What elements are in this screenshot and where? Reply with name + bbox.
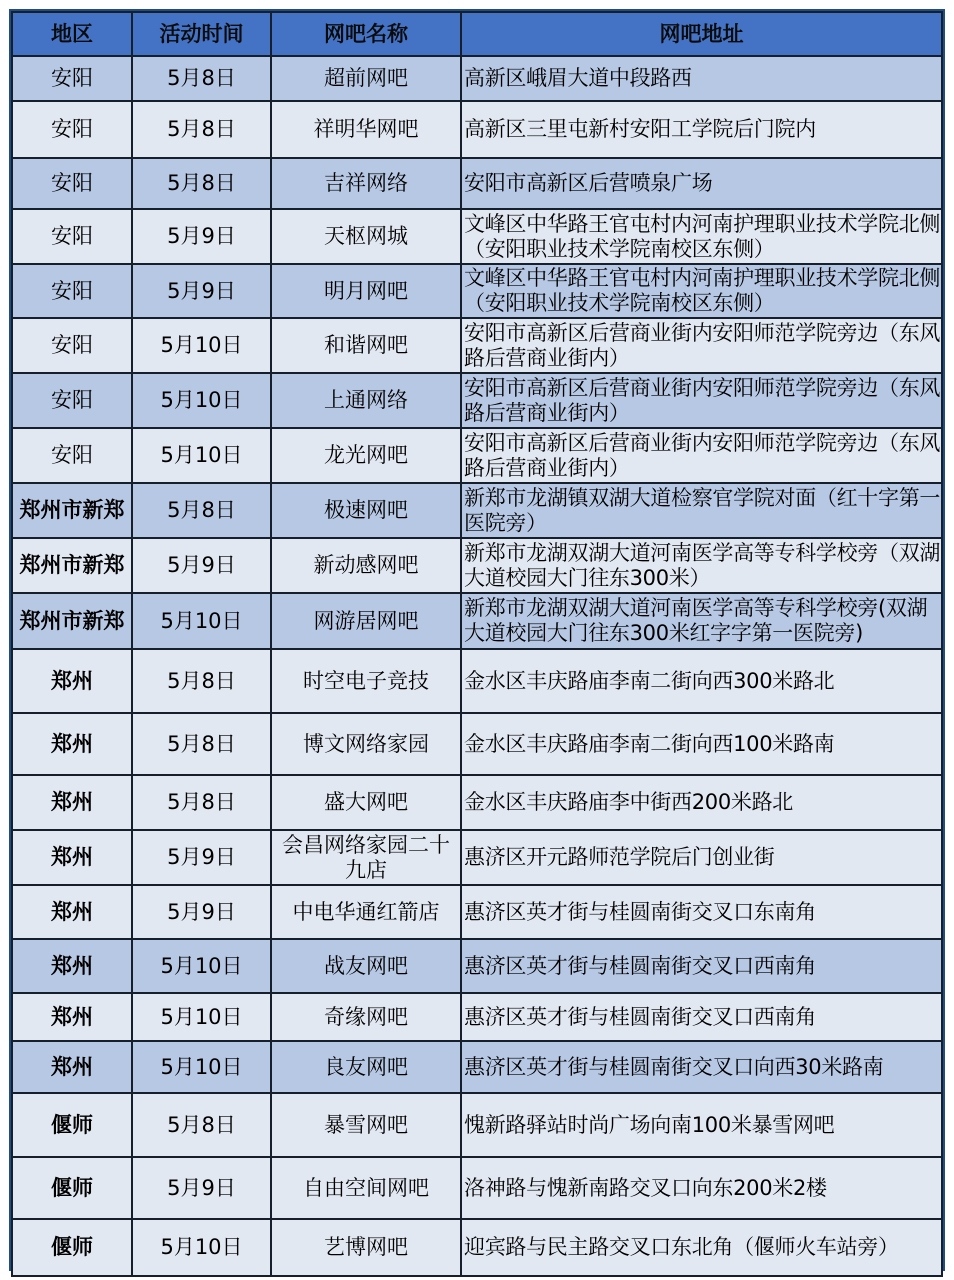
table-row <box>12 428 942 483</box>
table-row <box>12 993 942 1041</box>
cell-region: 郑州市新郑 <box>12 483 132 538</box>
cell-cafe-name: 良友网吧 <box>271 1041 461 1093</box>
cell-date: 5月8日 <box>132 101 271 158</box>
cell-cafe-name: 超前网吧 <box>271 56 461 101</box>
cell-date: 5月9日 <box>132 264 271 318</box>
cell-cafe-name: 明月网吧 <box>271 264 461 318</box>
cell-cafe-name: 战友网吧 <box>271 939 461 993</box>
cell-region: 郑州 <box>12 713 132 775</box>
table-row <box>12 101 942 158</box>
table-body <box>12 56 942 1276</box>
cell-region: 郑州 <box>12 775 132 830</box>
cell-date: 5月8日 <box>132 649 271 713</box>
cell-region: 郑州市新郑 <box>12 593 132 649</box>
cell-cafe-name: 盛大网吧 <box>271 775 461 830</box>
cell-cafe-name: 时空电子竞技 <box>271 649 461 713</box>
header-region: 地区 <box>12 12 132 56</box>
cell-date: 5月8日 <box>132 713 271 775</box>
cell-address: 金水区丰庆路庙李南二街向西100米路南 <box>461 713 942 775</box>
internet-cafe-schedule-table <box>11 11 943 1277</box>
cell-cafe-name: 天枢网城 <box>271 209 461 264</box>
cell-cafe-name: 暴雪网吧 <box>271 1093 461 1157</box>
header-date: 活动时间 <box>132 12 271 56</box>
table-row <box>12 775 942 830</box>
cell-address: 惠济区英才街与桂圆南街交叉口西南角 <box>461 939 942 993</box>
table-row <box>12 713 942 775</box>
cell-date: 5月10日 <box>132 1041 271 1093</box>
cell-date: 5月10日 <box>132 318 271 373</box>
cell-date: 5月9日 <box>132 885 271 939</box>
cell-date: 5月10日 <box>132 593 271 649</box>
table-row <box>12 939 942 993</box>
table-row <box>12 538 942 593</box>
table-row <box>12 209 942 264</box>
cell-address: 惠济区英才街与桂圆南街交叉口西南角 <box>461 993 942 1041</box>
cell-cafe-name: 自由空间网吧 <box>271 1157 461 1219</box>
cell-region: 郑州 <box>12 993 132 1041</box>
cell-region: 郑州 <box>12 885 132 939</box>
cell-date: 5月8日 <box>132 775 271 830</box>
cell-address: 金水区丰庆路庙李南二街向西300米路北 <box>461 649 942 713</box>
table-row <box>12 649 942 713</box>
cell-address: 安阳市高新区后营商业街内安阳师范学院旁边（东风路后营商业街内） <box>461 428 942 483</box>
cell-address: 安阳市高新区后营喷泉广场 <box>461 158 942 209</box>
cell-date: 5月8日 <box>132 483 271 538</box>
cell-region: 安阳 <box>12 56 132 101</box>
table-row <box>12 483 942 538</box>
cell-cafe-name: 中电华通红箭店 <box>271 885 461 939</box>
table-row <box>12 264 942 318</box>
cell-address: 高新区峨眉大道中段路西 <box>461 56 942 101</box>
cell-cafe-name: 极速网吧 <box>271 483 461 538</box>
table-row <box>12 1157 942 1219</box>
cell-date: 5月9日 <box>132 209 271 264</box>
cell-address: 新郑市龙湖双湖大道河南医学高等专科学校旁(双湖大道校园大门往东300米红字字第一医院旁) <box>461 593 942 649</box>
cell-cafe-name: 和谐网吧 <box>271 318 461 373</box>
header-cafe-name: 网吧名称 <box>271 12 461 56</box>
cell-date: 5月8日 <box>132 1093 271 1157</box>
cell-address: 愧新路驿站时尚广场向南100米暴雪网吧 <box>461 1093 942 1157</box>
cell-cafe-name: 龙光网吧 <box>271 428 461 483</box>
cell-cafe-name: 新动感网吧 <box>271 538 461 593</box>
cell-date: 5月9日 <box>132 830 271 885</box>
cell-cafe-name: 会昌网络家园二十九店 <box>271 830 461 885</box>
cell-region: 郑州 <box>12 649 132 713</box>
cell-date: 5月10日 <box>132 373 271 428</box>
cell-date: 5月10日 <box>132 939 271 993</box>
cell-region: 郑州 <box>12 830 132 885</box>
cell-cafe-name: 吉祥网络 <box>271 158 461 209</box>
cell-address: 惠济区英才街与桂圆南街交叉口东南角 <box>461 885 942 939</box>
cell-address: 安阳市高新区后营商业街内安阳师范学院旁边（东风路后营商业街内） <box>461 318 942 373</box>
cell-cafe-name: 博文网络家园 <box>271 713 461 775</box>
cell-region: 安阳 <box>12 209 132 264</box>
cell-address: 金水区丰庆路庙李中街西200米路北 <box>461 775 942 830</box>
table-row <box>12 158 942 209</box>
cell-region: 安阳 <box>12 373 132 428</box>
table-row <box>12 1093 942 1157</box>
cell-address: 文峰区中华路王官屯村内河南护理职业技术学院北侧（安阳职业技术学院南校区东侧） <box>461 264 942 318</box>
cell-region: 偃师 <box>12 1219 132 1276</box>
cell-cafe-name: 祥明华网吧 <box>271 101 461 158</box>
cell-date: 5月10日 <box>132 993 271 1041</box>
table-row <box>12 373 942 428</box>
cell-address: 新郑市龙湖镇双湖大道检察官学院对面（红十字第一医院旁） <box>461 483 942 538</box>
cell-address: 惠济区开元路师范学院后门创业街 <box>461 830 942 885</box>
cell-cafe-name: 艺博网吧 <box>271 1219 461 1276</box>
table-row <box>12 56 942 101</box>
cell-address: 高新区三里屯新村安阳工学院后门院内 <box>461 101 942 158</box>
cell-region: 偃师 <box>12 1093 132 1157</box>
table-row <box>12 1219 942 1276</box>
cell-address: 惠济区英才街与桂圆南街交叉口向西30米路南 <box>461 1041 942 1093</box>
cell-region: 安阳 <box>12 318 132 373</box>
internet-cafe-table-container <box>9 9 945 1271</box>
cell-date: 5月9日 <box>132 1157 271 1219</box>
cell-date: 5月8日 <box>132 158 271 209</box>
cell-region: 安阳 <box>12 264 132 318</box>
cell-region: 郑州 <box>12 939 132 993</box>
cell-date: 5月8日 <box>132 56 271 101</box>
table-row <box>12 318 942 373</box>
table-row <box>12 830 942 885</box>
cell-region: 偃师 <box>12 1157 132 1219</box>
cell-region: 郑州 <box>12 1041 132 1093</box>
cell-cafe-name: 网游居网吧 <box>271 593 461 649</box>
cell-cafe-name: 上通网络 <box>271 373 461 428</box>
table-row <box>12 885 942 939</box>
cell-address: 新郑市龙湖双湖大道河南医学高等专科学校旁（双湖大道校园大门往东300米） <box>461 538 942 593</box>
cell-address: 洛神路与愧新南路交叉口向东200米2楼 <box>461 1157 942 1219</box>
cell-region: 安阳 <box>12 101 132 158</box>
cell-date: 5月9日 <box>132 538 271 593</box>
table-row <box>12 593 942 649</box>
cell-region: 郑州市新郑 <box>12 538 132 593</box>
cell-address: 迎宾路与民主路交叉口东北角（偃师火车站旁） <box>461 1219 942 1276</box>
cell-address: 安阳市高新区后营商业街内安阳师范学院旁边（东风路后营商业街内） <box>461 373 942 428</box>
table-row <box>12 1041 942 1093</box>
cell-address: 文峰区中华路王官屯村内河南护理职业技术学院北侧（安阳职业技术学院南校区东侧） <box>461 209 942 264</box>
header-address: 网吧地址 <box>461 12 942 56</box>
cell-region: 安阳 <box>12 158 132 209</box>
cell-date: 5月10日 <box>132 1219 271 1276</box>
table-header-row <box>12 12 942 56</box>
cell-date: 5月10日 <box>132 428 271 483</box>
cell-region: 安阳 <box>12 428 132 483</box>
cell-cafe-name: 奇缘网吧 <box>271 993 461 1041</box>
